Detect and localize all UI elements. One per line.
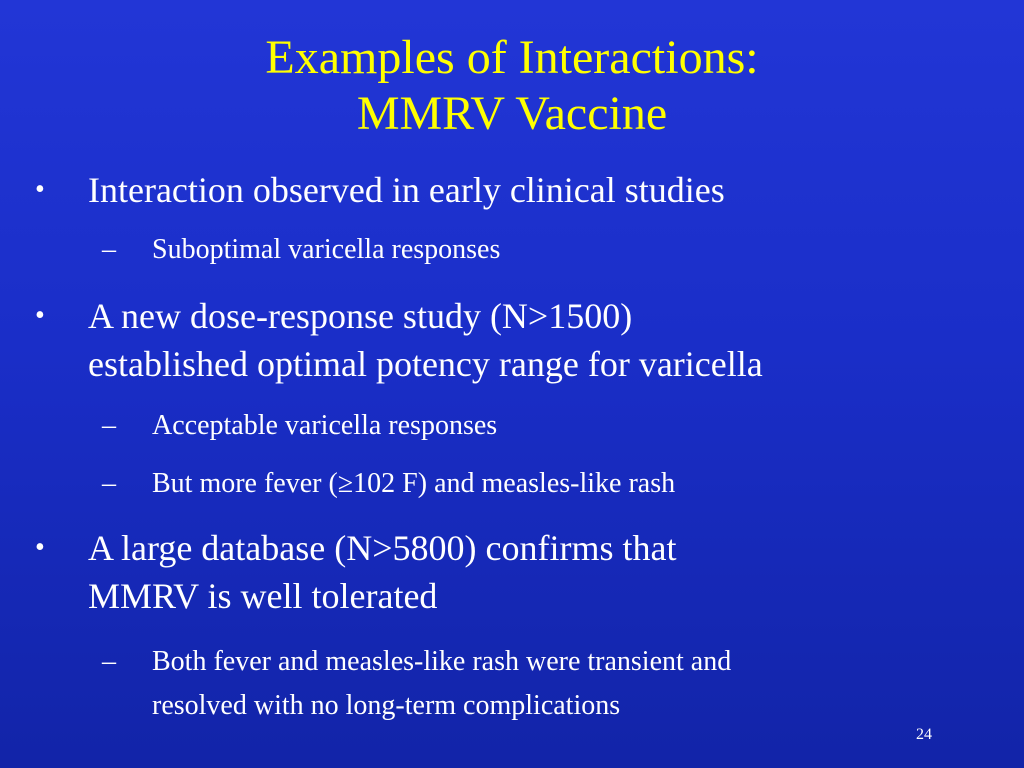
dash-icon: – — [102, 468, 116, 499]
bullet-item — [35, 524, 988, 620]
sub-bullet-text-line: resolved with no long-term complications — [152, 690, 621, 721]
dash-icon: – — [102, 410, 116, 441]
dash-icon: – — [102, 234, 116, 265]
bullet-text-line: MMRV is well tolerated — [88, 576, 438, 616]
bullet-text-line: established optimal potency range for varicella — [88, 344, 763, 384]
page-number: 24 — [916, 726, 932, 743]
title-line-1: Examples of Interactions: — [265, 31, 759, 84]
bullet-icon: • — [35, 532, 45, 563]
sub-bullet-item — [102, 404, 992, 448]
title-line-2: MMRV Vaccine — [356, 87, 668, 140]
sub-bullet-text-line: Acceptable varicella responses — [152, 410, 498, 441]
sub-bullet-text-line: Suboptimal varicella responses — [152, 234, 501, 265]
dash-icon: – — [102, 646, 116, 677]
sub-bullet-item — [102, 228, 992, 272]
bullet-icon: • — [35, 300, 45, 331]
bullet-text-line: A large database (N>5800) confirms that — [88, 528, 677, 568]
sub-bullet-item — [102, 462, 992, 506]
bullet-text-line: A new dose-response study (N>1500) — [88, 296, 633, 336]
bullet-icon: • — [35, 174, 45, 205]
bullet-item — [35, 166, 988, 214]
sub-bullet-text-line: But more fever (≥102 F) and measles-like rash — [152, 468, 676, 499]
bullet-text-line: Interaction observed in early clinical studies — [88, 170, 725, 210]
bullet-item — [35, 292, 988, 388]
sub-bullet-text-line: Both fever and measles-like rash were transient and — [152, 646, 732, 677]
sub-bullet-item — [102, 640, 992, 728]
